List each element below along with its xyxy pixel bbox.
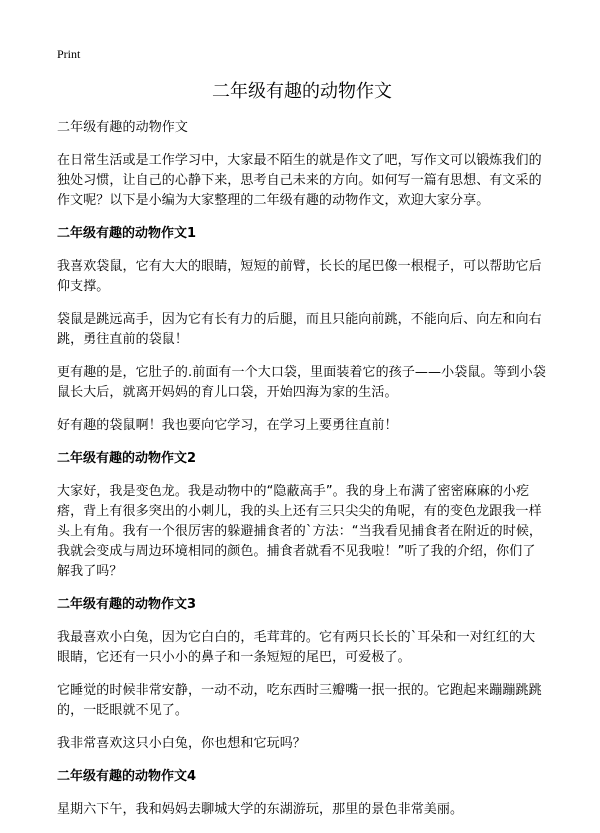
paragraph: 我非常喜欢这只小白兔，你也想和它玩吗？ <box>57 736 306 751</box>
essay-section-2 <box>57 449 547 582</box>
paragraph: 大家好，我是变色龙。我是动物中的“隐蔽高手”。我的身上布满了密密麻麻的小疙瘩，背上有很多突出的小刺儿，我的头上还有三只尖尖的角呢，有的变色龙跟我一样头上有角。我有一个很厉害的躲避捕食者的`方法：“当我看见捕食者在附近的时候，我就会变成与周边环境相同的颜色。捕食者就看不见我啦！”听了我的介绍，你们了解我了吗？ <box>57 484 543 579</box>
section-heading: 二年级有趣的动物作文1 <box>57 226 197 241</box>
section-heading: 二年级有趣的动物作文4 <box>57 769 197 784</box>
paragraph: 好有趣的袋鼠啊！我也要向它学习，在学习上要勇往直前！ <box>57 418 398 433</box>
paragraph: 我喜欢袋鼠，它有大大的眼睛，短短的前臂，长长的尾巴像一根棍子，可以帮助它后仰支撑。 <box>57 259 542 294</box>
page-title: 二年级有趣的动物作文 <box>212 81 392 102</box>
essay-section-4 <box>57 767 547 820</box>
paragraph: 我最喜欢小白兔，因为它白白的，毛茸茸的。它有两只长长的`耳朵和一对红红的大眼睛，它还有一只小小的鼻子和一条短短的尾巴，可爱极了。 <box>57 630 536 665</box>
essay-section-1 <box>57 224 547 436</box>
section-heading: 二年级有趣的动物作文2 <box>57 451 197 466</box>
article-subtitle: 二年级有趣的动物作文 <box>57 120 189 135</box>
paragraph: 它睡觉的时候非常安静，一动不动，吃东西时三瓣嘴一抿一抿的。它跑起来蹦蹦跳跳的，一眨眼就不见了。 <box>57 683 542 718</box>
article-body <box>57 118 547 833</box>
section-heading: 二年级有趣的动物作文3 <box>57 597 197 612</box>
paragraph: 星期六下午，我和妈妈去聊城大学的东湖游玩，那里的景色非常美丽。 <box>57 802 464 817</box>
essay-section-3 <box>57 595 547 754</box>
paragraph: 袋鼠是跳远高手，因为它有长有力的后腿，而且只能向前跳，不能向后、向左和向右跳，勇往直前的袋鼠！ <box>57 312 542 347</box>
paragraph: 更有趣的是，它肚子的.前面有一个大口袋，里面装着它的孩子——小袋鼠。等到小袋鼠长大后，就离开妈妈的育儿口袋，开始四海为家的生活。 <box>57 365 546 400</box>
print-link[interactable]: Print <box>57 47 81 61</box>
intro-paragraph: 在日常生活或是工作学习中，大家最不陌生的就是作文了吧，写作文可以锻炼我们的独处习惯，让自己的心静下来，思考自己未来的方向。如何写一篇有思想、有文采的作文呢？以下是小编为大家整理的二年级有趣的动物作文，欢迎大家分享。 <box>57 153 542 208</box>
